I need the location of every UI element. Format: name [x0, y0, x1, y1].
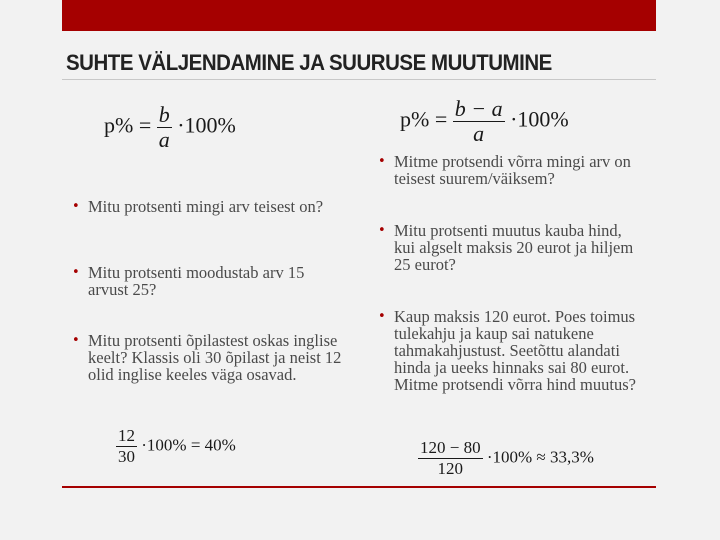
formula-right-denominator: a	[473, 121, 485, 146]
formula-left	[104, 103, 236, 152]
formula-example-left-numerator: 12	[118, 426, 135, 445]
bullet-marker: •	[378, 154, 386, 169]
formula-example-left	[116, 426, 236, 467]
right-bullet-2-text: Mitu protsenti muutus kauba hind, kui algselt maksis 20 eurot ja hiljem 25 eurot?	[394, 221, 634, 274]
bullet-marker: •	[378, 223, 386, 238]
bullet-marker: •	[72, 199, 80, 214]
formula-left-denominator: a	[158, 127, 170, 152]
formula-left-numerator: b	[158, 102, 170, 127]
right-bullet-2	[378, 221, 642, 274]
formula-example-right-fraction	[418, 438, 483, 479]
right-bullet-1-text: Mitme protsendi võrra mingi arv on teisest suurem/väiksem?	[394, 152, 631, 188]
left-bullet-3	[72, 331, 346, 384]
formula-left-fraction	[157, 103, 172, 152]
left-bullet-3-text: Mitu protsenti õpilastest oskas inglise keelt? Klassis oli 30 õpilast ja neist 12 olid inglise keeles väga osavad.	[88, 331, 342, 384]
slide-title: SUHTE VÄLJENDAMINE JA SUURUSE MUUTUMINE	[66, 50, 552, 75]
formula-example-right-numerator: 120 − 80	[420, 438, 481, 457]
formula-right	[400, 97, 569, 146]
right-bullet-3	[378, 307, 640, 394]
bullet-marker: •	[72, 333, 80, 348]
top-accent-bar	[62, 0, 656, 31]
right-bullet-1	[378, 152, 664, 188]
left-bullet-1-text: Mitu protsenti mingi arv teisest on?	[88, 197, 324, 216]
formula-left-lhs: p% =	[104, 112, 152, 138]
formula-example-left-rhs: ·100% = 40%	[141, 435, 236, 455]
bottom-accent-rule	[62, 486, 656, 488]
left-bullet-1	[72, 197, 348, 216]
left-bullet-2-text: Mitu protsenti moodustab arv 15 arvust 25?	[88, 263, 305, 299]
formula-example-left-denominator: 30	[118, 447, 135, 466]
bullet-marker: •	[72, 265, 80, 280]
formula-left-rhs: ·100%	[177, 112, 236, 138]
formula-example-left-fraction	[116, 426, 137, 467]
formula-right-numerator: b − a	[454, 96, 503, 121]
formula-right-fraction	[453, 97, 505, 146]
title-divider	[62, 79, 656, 80]
left-bullet-2	[72, 263, 343, 299]
formula-right-rhs: ·100%	[510, 106, 569, 132]
bullet-marker: •	[378, 309, 386, 324]
formula-example-right-denominator: 120	[437, 459, 464, 478]
formula-right-lhs: p% =	[400, 106, 448, 132]
right-bullet-3-text: Kaup maksis 120 eurot. Poes toimus tulekahju ja kaup sai natukene tahmakahjustust. Seetõttu alandati hinda ja ueeks hinnaks sai 80 eurot. Mitme protsendi võrra hind muutus?	[394, 307, 636, 394]
formula-example-right-rhs: ·100% ≈ 33,3%	[486, 447, 594, 467]
formula-example-right	[418, 438, 594, 479]
